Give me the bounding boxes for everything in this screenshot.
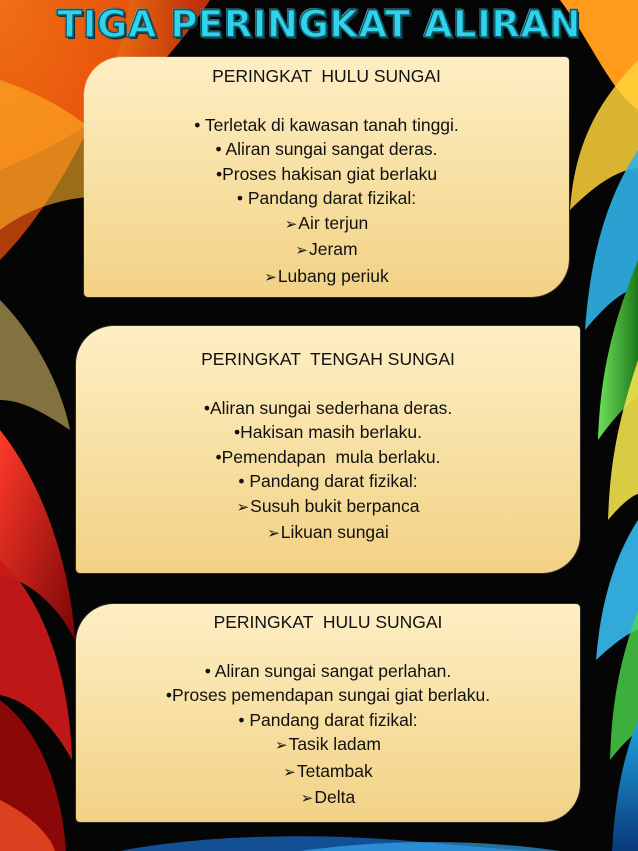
arrow-item: ➢Jeram: [295, 239, 358, 259]
arrow-bullet-icon: ➢: [295, 242, 308, 259]
card-heading: PERINGKAT TENGAH SUNGAI: [201, 349, 455, 369]
arrow-item: ➢Susuh bukit berpanca: [236, 495, 420, 516]
arrow-bullet-icon: ➢: [264, 268, 277, 286]
card-line: • Aliran sungai sangat perlahan.: [204, 660, 452, 681]
arrow-item: ➢Lubang periuk: [264, 265, 389, 286]
card-line: • Terletak di kawasan tanah tinggi.: [194, 114, 459, 135]
card-hulu-sungai-2: [76, 604, 580, 822]
arrow-item: ➢Tetambak: [283, 760, 373, 781]
card-line: •Aliran sungai sederhana deras.: [203, 397, 453, 418]
card-tengah-sungai: [76, 326, 580, 573]
arrow-item: ➢Delta: [300, 787, 356, 807]
card-line: •Proses pemendapan sungai giat berlaku.: [165, 685, 491, 705]
card-line: • Pandang darat fizikal:: [238, 471, 418, 491]
arrow-bullet-icon: ➢: [267, 525, 280, 542]
arrow-item: ➢Air terjun: [284, 212, 369, 233]
arrow-bullet-icon: ➢: [275, 737, 288, 754]
card-line: •Pemendapan mula berlaku.: [215, 446, 441, 467]
card-line: • Aliran sungai sangat deras.: [215, 139, 438, 159]
arrow-bullet-icon: ➢: [236, 498, 250, 516]
card-hulu-sungai-1: [84, 57, 569, 297]
arrow-bullet-icon: ➢: [283, 763, 296, 781]
card-line: • Pandang darat fizikal:: [236, 188, 417, 208]
card-heading: PERINGKAT HULU SUNGAI: [213, 612, 443, 632]
arrow-item: ➢Likuan sungai: [267, 522, 389, 542]
card-heading: PERINGKAT HULU SUNGAI: [212, 66, 441, 86]
card-line: • Pandang darat fizikal:: [238, 709, 418, 730]
card-line: •Proses hakisan giat berlaku: [215, 163, 438, 184]
arrow-bullet-icon: ➢: [284, 215, 298, 233]
arrow-item: ➢Tasik ladam: [275, 734, 381, 754]
page-title: TIGA PERINGKAT ALIRAN: [56, 3, 581, 46]
arrow-bullet-icon: ➢: [300, 790, 314, 807]
card-line: •Hakisan masih berlaku.: [233, 422, 422, 442]
